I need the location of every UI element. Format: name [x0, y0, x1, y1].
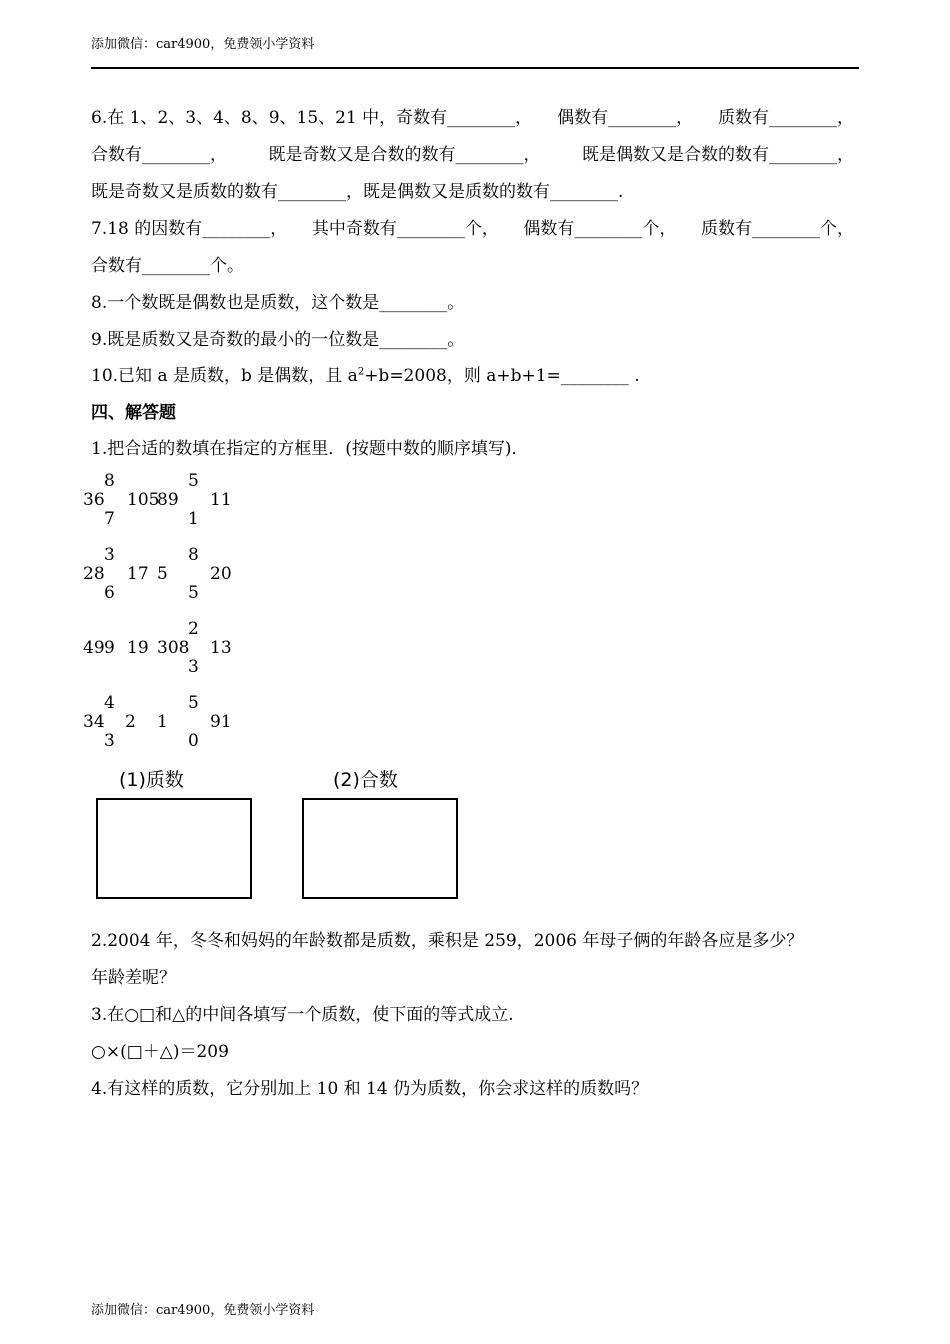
grid-num: 3 [104, 731, 115, 751]
grid-num: 8 [104, 471, 115, 491]
q7-line1-part3: 偶数有________个， [523, 219, 677, 239]
grid-num: 34 [83, 712, 105, 732]
grid-num: 105 [127, 490, 160, 510]
q7-line1-part4: 质数有________个， [701, 219, 854, 239]
grid-num: 6 [104, 583, 115, 603]
grid-num: 17 [127, 564, 149, 584]
grid-num: 9 [104, 638, 115, 658]
grid-num: 4 [104, 693, 115, 713]
q6-line2-part2: 既是奇数又是合数的数有________， [268, 145, 541, 165]
grid-num: 89 [157, 490, 179, 510]
s4-text: 4.有这样的质数，它分别加上 10 和 14 仍为质数，你会求这样的质数吗？ [91, 1079, 649, 1099]
grid-num: 11 [210, 490, 232, 510]
grid-num: 5 [188, 583, 199, 603]
grid-num: 5 [188, 693, 199, 713]
grid-num: 49 [83, 638, 105, 658]
q10-text [91, 361, 640, 386]
grid-num: 91 [210, 712, 232, 732]
grid-num: 0 [188, 731, 199, 751]
q6-line1-part2: 偶数有________， [557, 108, 694, 128]
q6-line1-part3: 质数有________， [718, 108, 854, 128]
grid-num: 1 [157, 712, 168, 732]
q6-line2-part1: 合数有________， [91, 145, 227, 165]
q10-superscript: 2 [357, 366, 365, 378]
prime-answer-box [96, 798, 252, 899]
grid-num: 8 [188, 545, 199, 565]
q7-line2: 合数有________个。 [91, 256, 244, 276]
header-divider [91, 67, 859, 69]
s2-line2: 年龄差呢？ [91, 968, 176, 988]
grid-num: 28 [83, 564, 105, 584]
grid-num: 1 [188, 509, 199, 529]
s3-line1: 3.在○□和△的中间各填写一个质数，使下面的等式成立. [91, 1005, 514, 1025]
grid-num: 2 [125, 712, 136, 732]
q6-line1 [91, 103, 854, 128]
q7-line1-part1: 7.18 的因数有________， [91, 219, 288, 239]
prime-box-label: (1)质数 [119, 769, 184, 791]
grid-num: 5 [157, 564, 168, 584]
composite-box-label: (2)合数 [333, 769, 398, 791]
grid-num: 3 [104, 545, 115, 565]
grid-num: 3 [188, 657, 199, 677]
composite-answer-box [302, 798, 458, 899]
q9-text: 9.既是质数又是奇数的最小的一位数是________。 [91, 330, 465, 350]
q7-line1 [91, 214, 854, 239]
q8-text: 8.一个数既是偶数也是质数，这个数是________。 [91, 293, 465, 313]
q10-pre: 10.已知 a 是质数，b 是偶数，且 a [91, 366, 358, 386]
q6-line3: 既是奇数又是质数的数有________，既是偶数又是质数的数有________. [91, 182, 624, 202]
grid-num: 20 [210, 564, 232, 584]
q6-line2-part3: 既是偶数又是合数的数有________， [582, 145, 854, 165]
page-footer: 添加微信：car4900，免费领小学资料 [91, 1303, 315, 1318]
s1-text: 1.把合适的数填在指定的方框里．(按题中数的顺序填写)． [91, 439, 529, 459]
s2-line1: 2.2004 年，冬冬和妈妈的年龄数都是质数，乘积是 259，2006 年母子俩的年龄各应是多少？ [91, 931, 804, 951]
grid-num: 2 [188, 619, 199, 639]
grid-num: 5 [188, 471, 199, 491]
grid-num: 36 [83, 490, 105, 510]
q6-line2 [91, 140, 854, 165]
q7-line1-part2: 其中奇数有________个， [311, 219, 499, 239]
page-header: 添加微信：car4900，免费领小学资料 [91, 37, 315, 52]
grid-num: 7 [104, 509, 115, 529]
q6-line1-part1: 6.在 1、2、3、4、8、9、15、21 中，奇数有________， [91, 108, 533, 128]
grid-num: 308 [157, 638, 190, 658]
q10-post: +b=2008，则 a+b+1=________ . [364, 366, 640, 386]
section-heading: 四、解答题 [91, 403, 176, 423]
grid-num: 13 [210, 638, 232, 658]
grid-num: 19 [127, 638, 149, 658]
s3-equation: ○×(□＋△)＝209 [91, 1042, 229, 1062]
